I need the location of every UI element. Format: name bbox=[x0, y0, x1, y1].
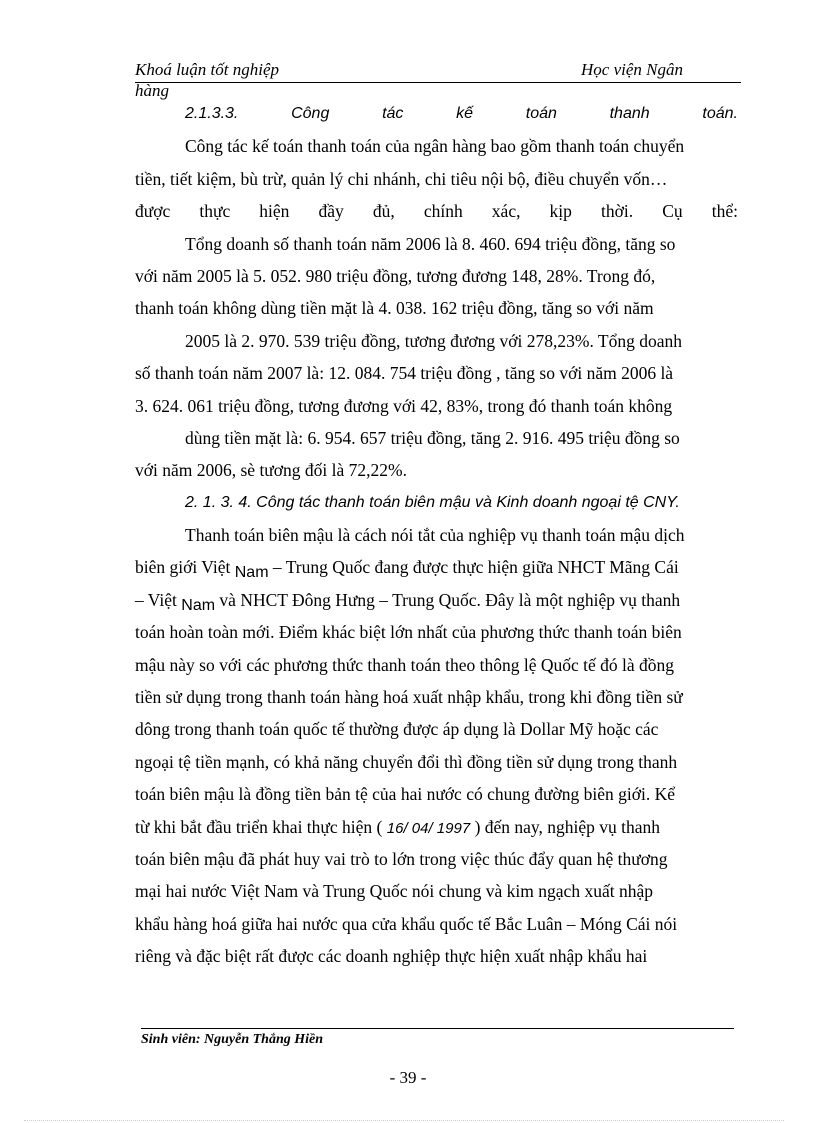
heading-word: toán bbox=[525, 105, 557, 122]
paragraph-line: với năm 2005 là 5. 052. 980 triệu đồng, tương đương 148, 28%. Trong đó, bbox=[135, 265, 656, 286]
paragraph-line: ngoại tệ tiền mạnh, có khả năng chuyển đổi thì đồng tiền sử dụng trong thanh bbox=[135, 751, 678, 772]
section-heading-2-1-3-4: 2. 1. 3. 4. Công tác thanh toán biên mậu và Kinh doanh ngoại tệ CNY. bbox=[185, 493, 680, 511]
text-run: Nam bbox=[234, 564, 269, 582]
section-heading-2-1-3-3 bbox=[135, 98, 738, 130]
heading-word: Công bbox=[291, 105, 330, 122]
word: thực bbox=[199, 201, 231, 222]
document-body bbox=[135, 98, 738, 973]
text-run: biên giới Việt bbox=[135, 557, 235, 578]
heading-word: toán. bbox=[702, 105, 738, 122]
text-run: ) đến nay, nghiệp vụ thanh bbox=[470, 816, 661, 837]
word: thời. bbox=[601, 201, 634, 222]
paragraph-line bbox=[135, 584, 738, 616]
paragraph-line: dông trong thanh toán quốc tế thường được áp dụng là Dollar Mỹ hoặc các bbox=[135, 719, 659, 740]
paragraph-line bbox=[135, 195, 738, 227]
paragraph-line: số thanh toán năm 2007 là: 12. 084. 754 triệu đồng , tăng so với năm 2006 là bbox=[135, 363, 674, 384]
text-run: – Việt bbox=[135, 589, 182, 610]
paragraph-line: dùng tiền mặt là: 6. 954. 657 triệu đồng, tăng 2. 916. 495 triệu đồng so bbox=[185, 427, 680, 448]
text-run: Nam bbox=[181, 596, 216, 614]
word: được bbox=[135, 201, 171, 222]
paragraph-line: Tổng doanh số thanh toán năm 2006 là 8. 460. 694 triệu đồng, tăng so bbox=[185, 233, 676, 254]
paragraph-line: mại hai nước Việt Nam và Trung Quốc nói chung và kim ngạch xuất nhập bbox=[135, 881, 653, 902]
page-edge-dots bbox=[24, 1120, 784, 1121]
header-right: Học viện Ngân bbox=[581, 60, 683, 79]
heading-word: thanh bbox=[609, 105, 650, 122]
paragraph-line: khẩu hàng hoá giữa hai nước qua cửa khẩu quốc tế Bắc Luân – Móng Cái nói bbox=[135, 913, 678, 934]
paragraph-line: riêng và đặc biệt rất được các doanh nghiệp thực hiện xuất nhập khẩu hai bbox=[135, 946, 648, 967]
paragraph-line: thanh toán không dùng tiền mặt là 4. 038. 162 triệu đồng, tăng so với năm bbox=[135, 298, 654, 319]
paragraph-line: 3. 624. 061 triệu đồng, tương đương với 42, 83%, trong đó thanh toán không bbox=[135, 395, 673, 416]
text-run: và NHCT Đông Hưng – Trung Quốc. Đây là một nghiệp vụ thanh bbox=[215, 589, 681, 610]
text-run: – Trung Quốc đang được thực hiện giữa NHCT Mãng Cái bbox=[268, 557, 679, 578]
footer-rule bbox=[141, 1028, 734, 1029]
word: hiện bbox=[259, 201, 290, 222]
word: thể: bbox=[711, 201, 738, 222]
date-text: 16/ 04/ 1997 bbox=[386, 819, 471, 837]
text-run: từ khi bắt đầu triển khai thực hiện ( bbox=[135, 816, 387, 837]
word: xác, bbox=[491, 201, 521, 222]
word: chính bbox=[423, 201, 463, 222]
word: kịp bbox=[549, 201, 572, 222]
heading-word: kế bbox=[456, 105, 474, 122]
word: Cụ bbox=[662, 201, 683, 222]
paragraph-line: tiền sử dụng trong thanh toán hàng hoá xuất nhập khẩu, trong khi đồng tiền sử bbox=[135, 687, 683, 708]
paragraph-line bbox=[135, 551, 738, 583]
paragraph-line: toán biên mậu đã phát huy vai trò to lớn trong việc thúc đẩy quan hệ thương bbox=[135, 848, 668, 869]
paragraph-line: 2005 là 2. 970. 539 triệu đồng, tương đương với 278,23%. Tổng doanh bbox=[185, 330, 682, 351]
paragraph-line bbox=[135, 811, 738, 843]
header-wrap: hàng bbox=[135, 81, 169, 100]
paragraph-line: với năm 2006, sè tương đối là 72,22%. bbox=[135, 460, 407, 481]
heading-word: 2.1.3.3. bbox=[185, 105, 239, 122]
paragraph-line: mậu này so với các phương thức thanh toán theo thông lệ Quốc tế đó là đồng bbox=[135, 654, 675, 675]
word: đủ, bbox=[372, 201, 395, 222]
footer-student: Sinh viên: Nguyễn Thắng Hiền bbox=[141, 1032, 324, 1047]
paragraph-line: Thanh toán biên mậu là cách nói tắt của nghiệp vụ thanh toán mậu dịch bbox=[185, 525, 685, 546]
header-left: Khoá luận tốt nghiệp bbox=[135, 60, 280, 79]
paragraph-line: tiền, tiết kiệm, bù trừ, quản lý chi nhánh, chi tiêu nội bộ, điều chuyển vốn… bbox=[135, 168, 668, 189]
paragraph-line: toán hoàn toàn mới. Điểm khác biệt lớn nhất của phương thức thanh toán biên bbox=[135, 622, 682, 643]
heading-word: tác bbox=[382, 105, 404, 122]
paragraph-line: Công tác kế toán thanh toán của ngân hàng bao gồm thanh toán chuyển bbox=[185, 136, 685, 157]
header-rule bbox=[135, 82, 741, 83]
paragraph-line: toán biên mậu là đồng tiền bản tệ của hai nước có chung đường biên giới. Kể bbox=[135, 784, 675, 805]
page-number: - 39 - bbox=[389, 1068, 427, 1087]
word: đầy bbox=[318, 201, 344, 222]
